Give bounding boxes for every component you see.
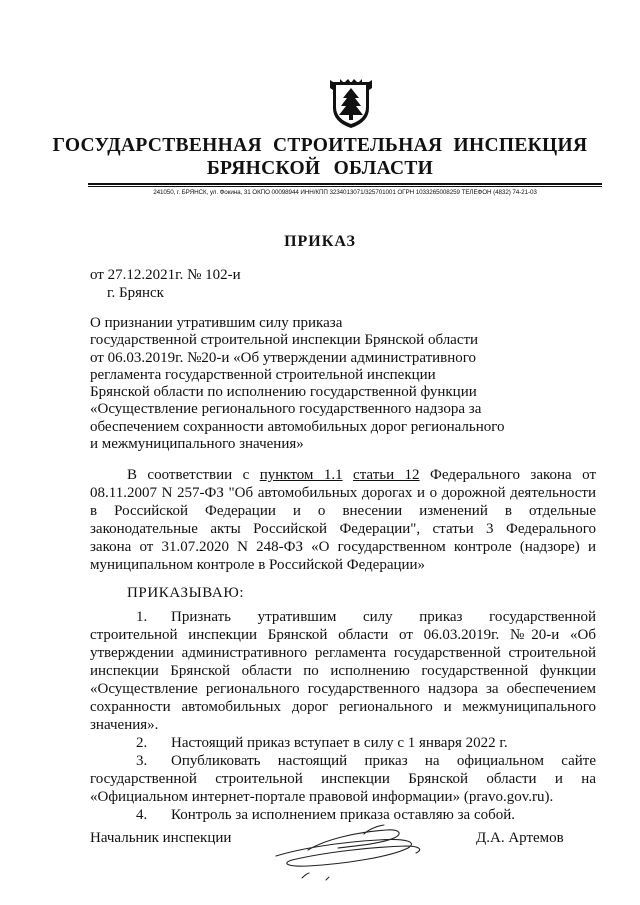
handwritten-signature [268, 820, 468, 888]
document-city: г. Брянск [107, 285, 164, 301]
item-line: Настоящий приказ вступает в силу с 1 января 2022 г. [171, 735, 508, 751]
item-number: 2. [136, 735, 148, 751]
preamble-text: Федерального закона от [419, 467, 596, 483]
subject-line: О признании утратившим силу приказа [90, 315, 343, 331]
subject-line: государственной строительной инспекции Брянской области [90, 332, 479, 349]
item-number: 1. [136, 609, 148, 625]
preamble-line: в Российской Федерации и о внесении изменений в отдельные [90, 503, 596, 519]
item-line: Контроль за исполнением приказа оставляю за собой. [171, 807, 516, 823]
coat-of-arms-icon [329, 78, 373, 130]
subject-line: от 06.03.2019г. №20-и «Об утверждении административного [90, 349, 477, 366]
subject-line: обеспечением сохранности автомобильных дорог регионального [90, 418, 505, 435]
item-line: утверждении административного регламента государственной строительной [90, 645, 596, 661]
item-line: «Официальном интернет-портале правовой информации» (pravo.gov.ru). [90, 789, 554, 805]
subject-line: «Осуществление регионального государственного надзора за [90, 401, 482, 418]
preamble-line: закона от 31.07.2020 N 248-ФЗ «О государственном контроле (надзоре) и [90, 539, 596, 555]
signer-name: Д.А. Артемов [476, 830, 564, 846]
order-keyword: ПРИКАЗЫВАЮ: [127, 585, 245, 601]
subject-line: регламента государственной строительной инспекции [90, 366, 436, 383]
header-divider [88, 183, 602, 185]
organization-name-line2: БРЯНСКОЙ ОБЛАСТИ [206, 158, 434, 179]
organization-name-line1: ГОСУДАРСТВЕННАЯ СТРОИТЕЛЬНАЯ ИНСПЕКЦИЯ [52, 135, 588, 156]
subject-line: и межмуниципального значения» [90, 436, 304, 453]
item-line: инспекции Брянской области по исполнению государственной функции [90, 663, 596, 679]
document-date-number: от 27.12.2021г. № 102-и [90, 267, 241, 283]
item-line: строительной инспекции Брянской области от 06.03.2019г. №20-и «Об [90, 627, 596, 643]
preamble-line: законодательные акты Российской Федерации", статьи 3 Федерального [90, 521, 596, 537]
organization-requisites: 241050, г. БРЯНСК, ул. Фокина, 31 ОКПО 00098944 ИНН/КПП 3234013071/325701001 ОГРН 1033265008259 ТЕЛЕФОН (4832) 74-21-03 [153, 189, 537, 196]
preamble-line: муниципальном контроле в Российской Федерации» [90, 557, 426, 573]
document-title: ПРИКАЗ [284, 233, 356, 250]
law-link-article[interactable]: статьи 12 [353, 467, 420, 483]
item-number: 3. [136, 753, 148, 769]
preamble-line [127, 466, 596, 484]
law-link-point[interactable]: пунктом 1.1 [259, 467, 343, 483]
item-line: значения». [90, 717, 159, 733]
item-number: 4. [136, 807, 148, 823]
header-divider-thin [88, 186, 602, 187]
preamble-text: В соответствии с [127, 467, 260, 483]
preamble-space [343, 467, 353, 483]
subject-line: Брянской области по исполнению государственной функции [90, 384, 477, 401]
item-line: Признать утратившим силу приказ государственной [171, 609, 596, 625]
document-subject [90, 315, 505, 453]
preamble-line: 08.11.2007 N 257-ФЗ "Об автомобильных дорогах и о дорожной деятельности [90, 485, 596, 501]
item-line: государственной строительной инспекции Брянской области и на [90, 771, 596, 787]
item-line: сохранности автомобильных дорог регионального и межмуниципального [90, 699, 596, 715]
signer-position: Начальник инспекции [90, 830, 232, 846]
item-line: Опубликовать настоящий приказ на официальном сайте [171, 753, 596, 769]
item-line: «Осуществление регионального государственного надзора за обеспечением [90, 681, 596, 697]
